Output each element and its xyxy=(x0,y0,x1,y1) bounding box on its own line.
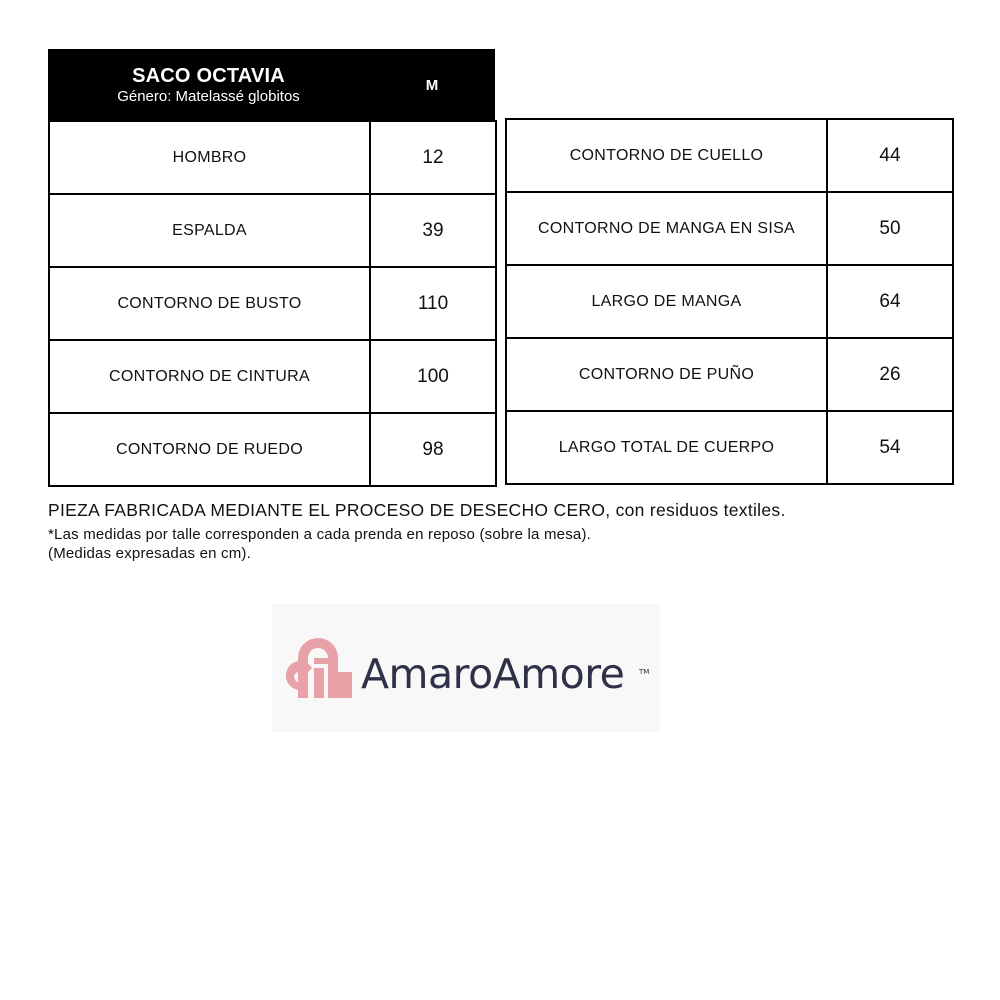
measure-value: 39 xyxy=(370,194,496,267)
measure-value: 44 xyxy=(827,119,953,192)
measure-value: 26 xyxy=(827,338,953,411)
measure-label: CONTORNO DE PUÑO xyxy=(506,338,827,411)
measure-value: 50 xyxy=(827,192,953,265)
amaroamore-monogram-icon xyxy=(284,628,352,698)
measure-label: CONTORNO DE CINTURA xyxy=(49,340,370,413)
brand-logo xyxy=(272,604,660,732)
measurements-table-right xyxy=(505,118,954,485)
measure-label: HOMBRO xyxy=(49,121,370,194)
size-chart-header xyxy=(48,49,495,121)
measure-value: 12 xyxy=(370,121,496,194)
measure-value: 110 xyxy=(370,267,496,340)
measure-label: CONTORNO DE BUSTO xyxy=(49,267,370,340)
measurements-table-left xyxy=(48,120,497,487)
measure-value: 54 xyxy=(827,411,953,484)
table-row xyxy=(506,192,953,265)
measure-label: LARGO TOTAL DE CUERPO xyxy=(506,411,827,484)
trademark-symbol: TM xyxy=(639,668,650,676)
table-row xyxy=(49,121,496,194)
table-row xyxy=(506,411,953,484)
table-row xyxy=(49,194,496,267)
units-note: (Medidas expresadas en cm). xyxy=(48,545,251,562)
table-row xyxy=(506,338,953,411)
header-title-cell xyxy=(48,49,369,121)
zero-waste-note: PIEZA FABRICADA MEDIANTE EL PROCESO DE DESECHO CERO, con residuos textiles. xyxy=(48,500,786,520)
table-row xyxy=(506,265,953,338)
measure-label: CONTORNO DE MANGA EN SISA xyxy=(506,192,827,265)
measure-value: 64 xyxy=(827,265,953,338)
fabric-subtitle: Género: Matelassé globitos xyxy=(117,88,300,105)
measure-label: CONTORNO DE CUELLO xyxy=(506,119,827,192)
measure-label: ESPALDA xyxy=(49,194,370,267)
table-row xyxy=(49,413,496,486)
measure-label: LARGO DE MANGA xyxy=(506,265,827,338)
measure-value: 98 xyxy=(370,413,496,486)
size-label: M xyxy=(425,76,439,94)
measurement-note: *Las medidas por talle corresponden a cada prenda en reposo (sobre la mesa). xyxy=(48,526,592,543)
table-row xyxy=(49,340,496,413)
measure-value: 100 xyxy=(370,340,496,413)
measure-label: CONTORNO DE RUEDO xyxy=(49,413,370,486)
product-title: SACO OCTAVIA xyxy=(132,65,285,87)
table-row xyxy=(506,119,953,192)
table-row xyxy=(49,267,496,340)
brand-name: AmaroAmore xyxy=(361,650,625,698)
